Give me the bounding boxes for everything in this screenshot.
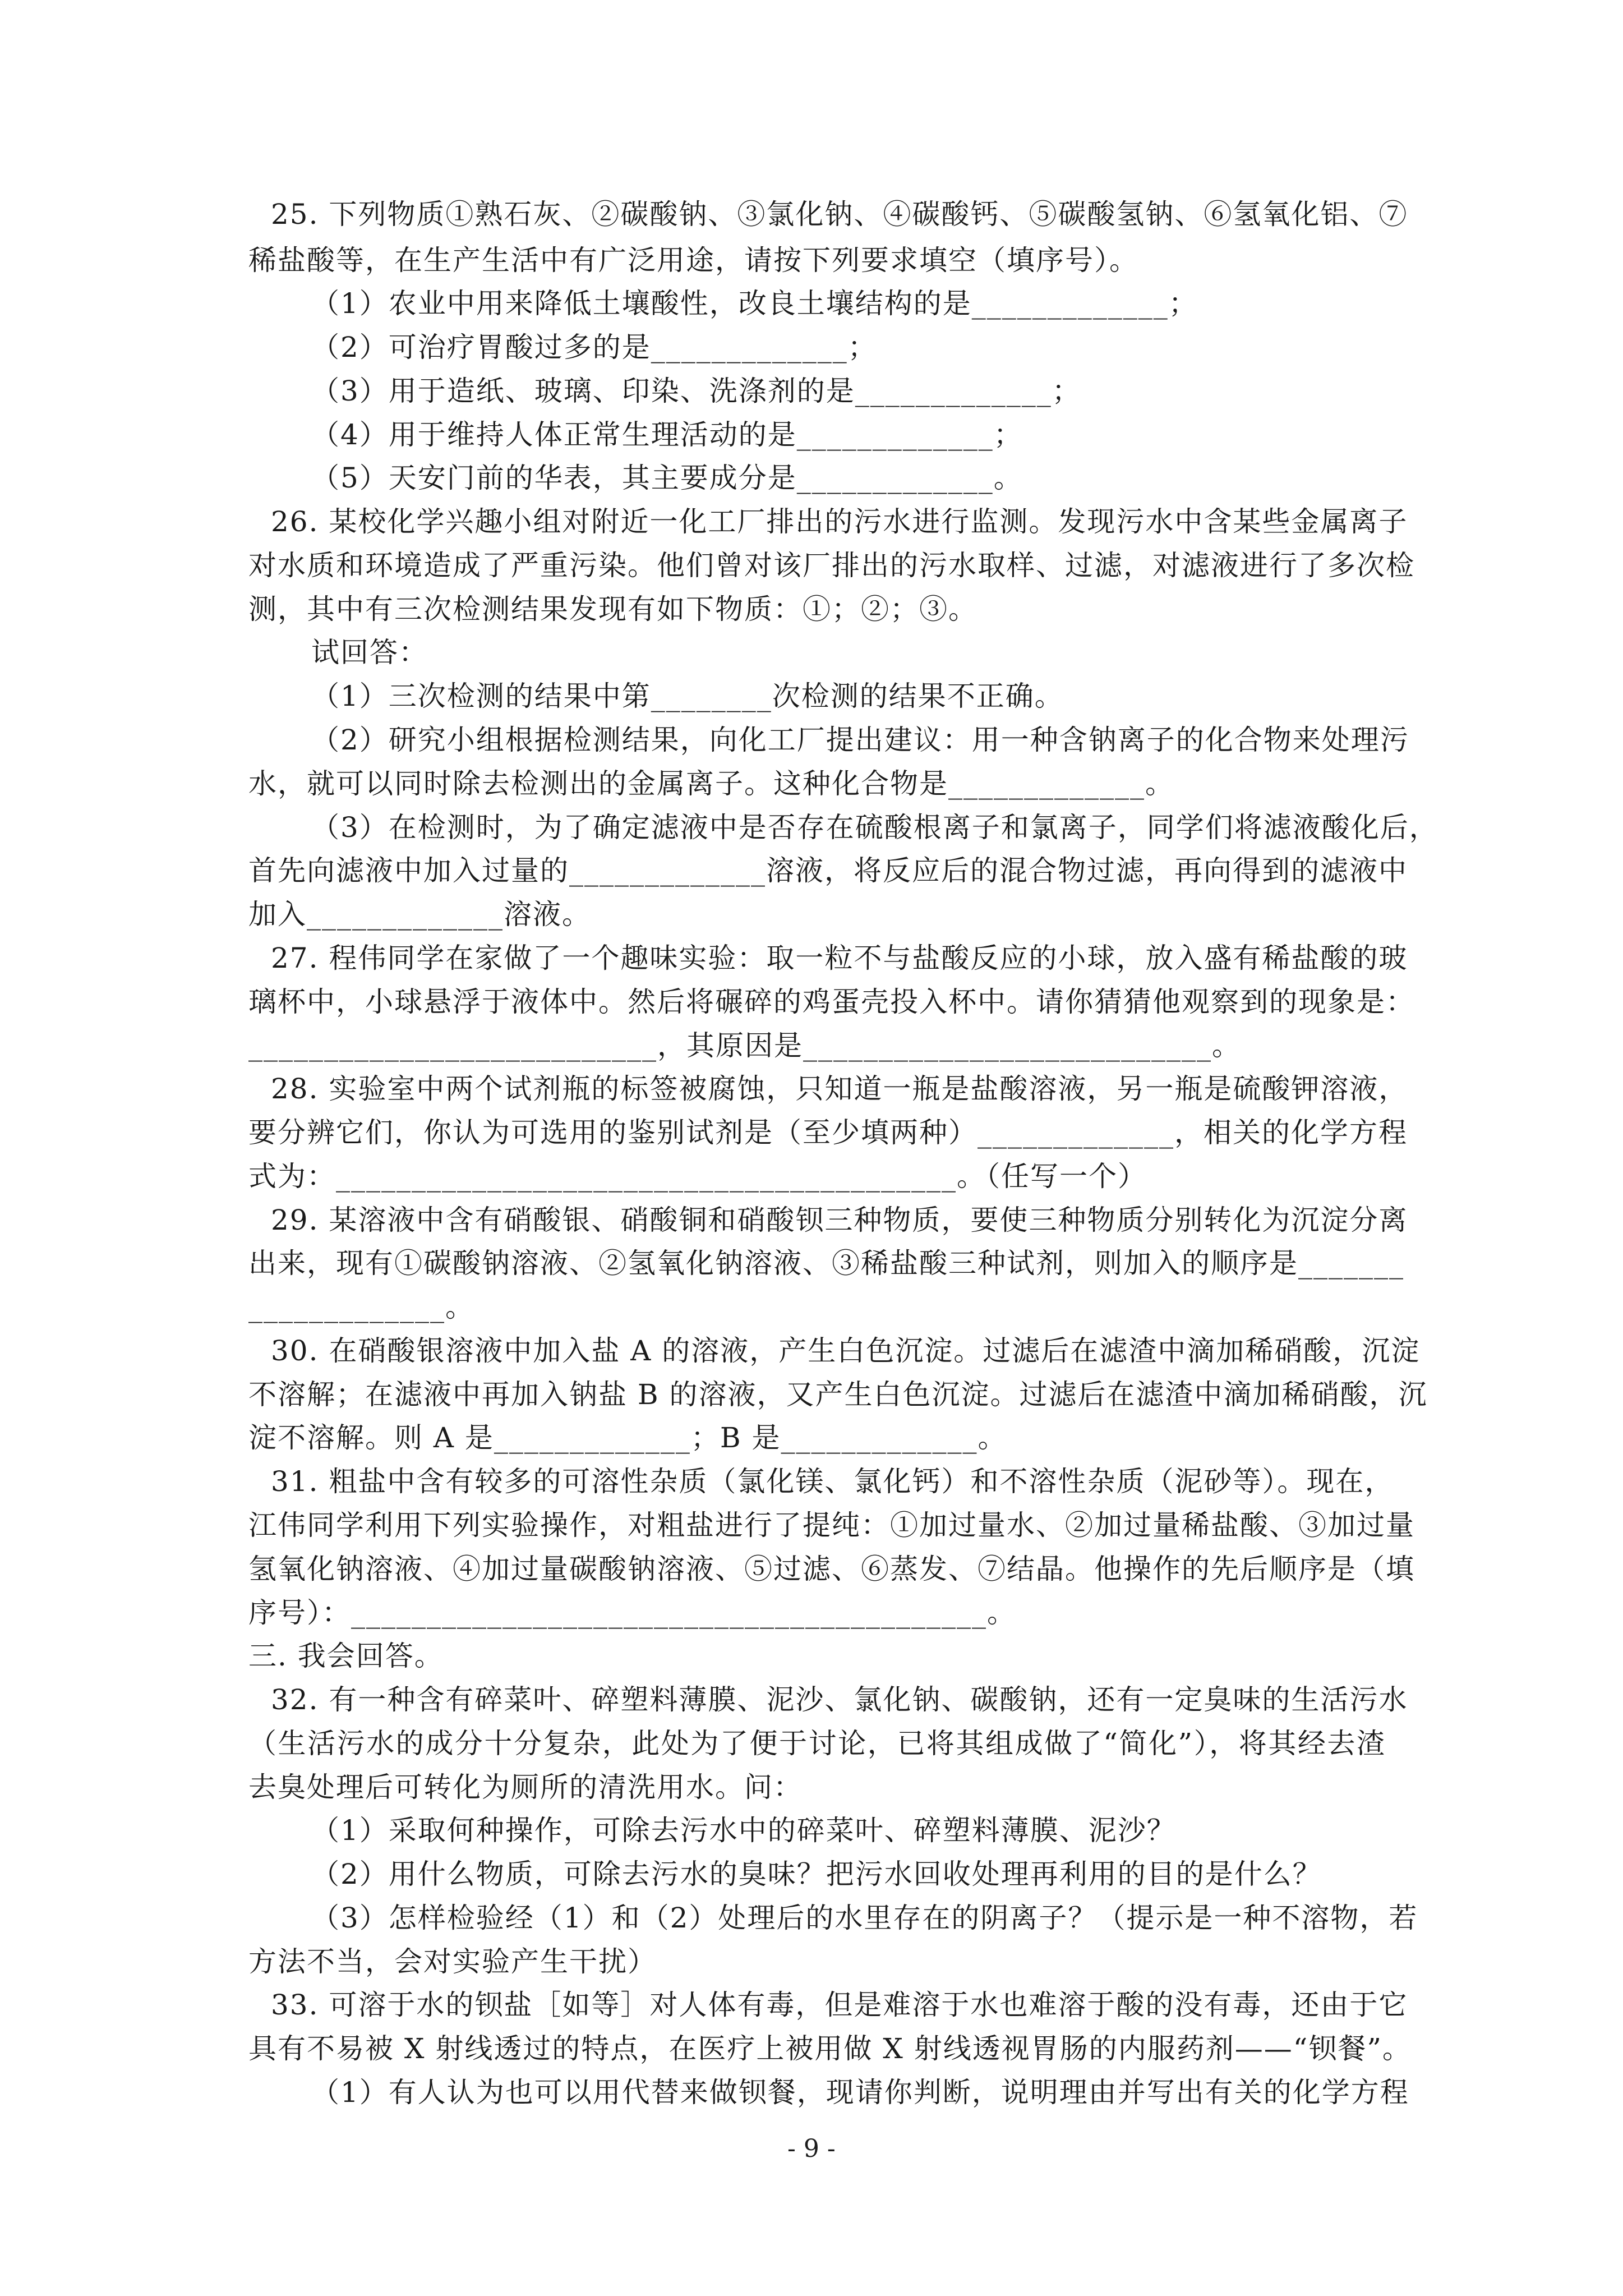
text-line: （生活污水的成分十分复杂，此处为了便于讨论，已将其组成做了“简化”），将其经去渣 xyxy=(248,1727,1386,1760)
text-line: 首先向滤液中加入过量的_____________溶液，将反应后的混合物过滤，再向得到的滤液中 xyxy=(248,854,1408,887)
text-line: 测，其中有三次检测结果发现有如下物质：①；②；③。 xyxy=(248,593,978,625)
text-line: （1）农业中用来降低土壤酸性，改良土壤结构的是_____________； xyxy=(311,287,1198,320)
text-line: 29. 某溶液中含有硝酸银、硝酸铜和硝酸钡三种物质，要使三种物质分别转化为沉淀分离 xyxy=(271,1204,1408,1236)
text-line: （2）可治疗胃酸过多的是_____________； xyxy=(311,331,877,364)
text-line: 32. 有一种含有碎菜叶、碎塑料薄膜、泥沙、氯化钠、碳酸钠，还有一定臭味的生活污水 xyxy=(271,1683,1408,1716)
section-heading: 三. 我会回答。 xyxy=(248,1640,444,1672)
text-line: （1）有人认为也可以用代替来做钡餐，现请你判断，说明理由并写出有关的化学方程 xyxy=(311,2076,1409,2109)
text-line: 去臭处理后可转化为厕所的清洗用水。问： xyxy=(248,1771,803,1803)
text-line: （4）用于维持人体正常生理活动的是_____________； xyxy=(311,418,1023,451)
text-line: 序号）：__________________________________________。 xyxy=(248,1596,1016,1629)
text-line: 不溶解；在滤液中再加入钠盐 B 的溶液，又产生白色沉淀。过滤后在滤渣中滴加稀硝酸，沉 xyxy=(248,1378,1428,1411)
text-line: ___________________________，其原因是___________________________。 xyxy=(248,1029,1241,1062)
text-line: 对水质和环境造成了严重污染。他们曾对该厂排出的污水取样、过滤，对滤液进行了多次检 xyxy=(248,549,1415,582)
text-line: 要分辨它们，你认为可选用的鉴别试剂是（至少填两种）_____________，相关的化学方程 xyxy=(248,1116,1408,1149)
text-line: 具有不易被 X 射线透过的特点，在医疗上被用做 X 射线透视胃肠的内服药剂——“钡餐”。 xyxy=(248,2032,1412,2065)
text-line: 淀不溶解。则 A 是_____________；B 是_____________。 xyxy=(248,1421,1007,1454)
text-line: （3）在检测时，为了确定滤液中是否存在硫酸根离子和氯离子，同学们将滤液酸化后， xyxy=(311,811,1438,844)
text-line: 31. 粗盐中含有较多的可溶性杂质（氯化镁、氯化钙）和不溶性杂质（泥砂等）。现在， xyxy=(271,1465,1394,1498)
text-line: （3）怎样检验经（1）和（2）处理后的水里存在的阴离子？（提示是一种不溶物，若 xyxy=(311,1902,1418,1934)
text-line: 江伟同学利用下列实验操作，对粗盐进行了提纯：①加过量水、②加过量稀盐酸、③加过量 xyxy=(248,1509,1415,1542)
page-number: - 9 - xyxy=(787,2134,836,2163)
text-line: （1）三次检测的结果中第________次检测的结果不正确。 xyxy=(311,680,1064,712)
text-line: 方法不当，会对实验产生干扰） xyxy=(248,1945,657,1978)
text-line: 33. 可溶于水的钡盐［如等］对人体有毒，但是难溶于水也难溶于酸的没有毒，还由于它 xyxy=(271,1989,1408,2021)
text-line: 稀盐酸等，在生产生活中有广泛用途，请按下列要求填空（填序号）。 xyxy=(248,244,1138,277)
text-line: 璃杯中，小球悬浮于液体中。然后将碾碎的鸡蛋壳投入杯中。请你猜猜他观察到的现象是： xyxy=(248,986,1415,1018)
text-line: 氢氧化钠溶液、④加过量碳酸钠溶液、⑤过滤、⑥蒸发、⑦结晶。他操作的先后顺序是（填 xyxy=(248,1553,1415,1585)
text-line: 27. 程伟同学在家做了一个趣味实验：取一粒不与盐酸反应的小球，放入盛有稀盐酸的玻 xyxy=(271,942,1408,974)
text-line: （2）用什么物质，可除去污水的臭味？把污水回收处理再利用的目的是什么？ xyxy=(311,1858,1322,1890)
text-line: 水，就可以同时除去检测出的金属离子。这种化合物是_____________。 xyxy=(248,767,1174,800)
text-line: 式为：_________________________________________。（任写一个） xyxy=(248,1160,1147,1193)
text-line: 30. 在硝酸银溶液中加入盐 A 的溶液，产生白色沉淀。过滤后在滤渣中滴加稀硝酸，沉淀 xyxy=(271,1335,1421,1367)
text-line: 试回答： xyxy=(311,636,428,669)
text-line: 25. 下列物质①熟石灰、②碳酸钠、③氯化钠、④碳酸钙、⑤碳酸氢钠、⑥氢氧化铝、⑦ xyxy=(271,198,1408,231)
text-line: 加入_____________溶液。 xyxy=(248,898,591,931)
text-line: 28. 实验室中两个试剂瓶的标签被腐蚀，只知道一瓶是盐酸溶液，另一瓶是硫酸钾溶液， xyxy=(271,1073,1408,1105)
text-line: （3）用于造纸、玻璃、印染、洗涤剂的是_____________； xyxy=(311,375,1081,407)
text-line: （1）采取何种操作，可除去污水中的碎菜叶、碎塑料薄膜、泥沙？ xyxy=(311,1814,1176,1847)
text-line: 出来，现有①碳酸钠溶液、②氢氧化钠溶液、③稀盐酸三种试剂，则加入的顺序是_______ xyxy=(248,1247,1404,1280)
text-line: 26. 某校化学兴趣小组对附近一化工厂排出的污水进行监测。发现污水中含某些金属离子 xyxy=(271,505,1408,538)
text-line: （2）研究小组根据检测结果，向化工厂提出建议：用一种含钠离子的化合物来处理污 xyxy=(311,724,1409,756)
text-line: _____________。 xyxy=(248,1291,474,1323)
text-line: （5）天安门前的华表，其主要成分是_____________。 xyxy=(311,462,1023,494)
